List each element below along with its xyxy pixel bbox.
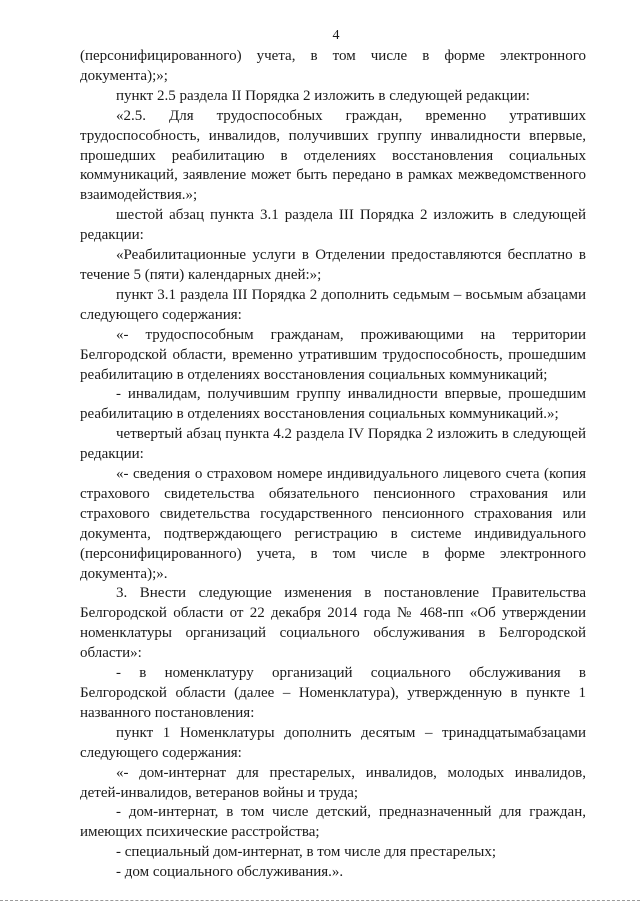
paragraph: «Реабилитационные услуги в Отделении предоставляются бесплатно в течение 5 (пяти) календарных дней:»;: [80, 247, 586, 283]
paragraph: - дом-интернат, в том числе детский, предназначенный для граждан, имеющих психические расстройства;: [80, 804, 586, 841]
paragraph: четвертый абзац пункта 4.2 раздела IV Порядка 2 изложить в следующей редакции:: [80, 426, 586, 463]
page-number: 4: [332, 28, 340, 43]
paragraph: «- трудоспособным гражданам, проживающими на территории Белгородской области, временно утратившим трудоспособность, прошедшим реабилитацию в отделениях восстановления социальных коммуникаций;: [80, 326, 586, 383]
paragraph: 3. Внести следующие изменения в постановление Правительства Белгородской области от 22 декабря 2014 года № 468-пп «Об утверждении номенклатуры организаций социального обслуживания в Белгородской области»:: [80, 585, 586, 662]
paragraph: «- дом-интернат для престарелых, инвалидов, молодых инвалидов, детей-инвалидов, ветеранов войны и труда;: [80, 764, 586, 801]
paragraph: пункт 3.1 раздела III Порядка 2 дополнить седьмым – восьмым абзацами следующего содержания:: [80, 286, 586, 323]
paragraph: пункт 1 Номенклатуры дополнить десятым – тринадцатымабзацами следующего содержания:: [80, 724, 586, 761]
paragraph: - дом социального обслуживания.».: [116, 864, 344, 881]
bottom-scan-edge: [0, 900, 640, 901]
paragraph: - в номенклатуру организаций социального обслуживания в Белгородской области (далее – Номенклатура), утвержденную в пункте 1 названного постановления:: [80, 665, 586, 721]
document-body: [80, 47, 586, 883]
paragraph: - специальный дом-интернат, в том числе для престарелых;: [116, 844, 497, 861]
paragraph: пункт 2.5 раздела II Порядка 2 изложить в следующей редакции:: [116, 87, 530, 104]
paragraph: «- сведения о страховом номере индивидуального лицевого счета (копия страхового свидетельства обязательного пенсионного страхования или страхового свидетельства государственного пенсионного страхования или документа, подтверждающего регистрацию в системе индивидуального (персонифицированного) учета, в том числе в форме электронного документа);».: [80, 466, 586, 582]
paragraph: «2.5. Для трудоспособных граждан, временно утративших трудоспособность, инвалидов, получивших группу инвалидности впервые, прошедших реабилитацию в отделениях восстановления социальных коммуникаций, заявление может быть передано в рамках межведомственного взаимодействия.»;: [80, 107, 586, 204]
paragraph: (персонифицированного) учета, в том числе в форме электронного документа);»;: [80, 48, 586, 84]
paragraph: - инвалидам, получившим группу инвалидности впервые, прошедшим реабилитацию в отделениях восстановления социальных коммуникаций.»;: [80, 386, 586, 423]
paragraph: шестой абзац пункта 3.1 раздела III Порядка 2 изложить в следующей редакции:: [80, 207, 586, 244]
